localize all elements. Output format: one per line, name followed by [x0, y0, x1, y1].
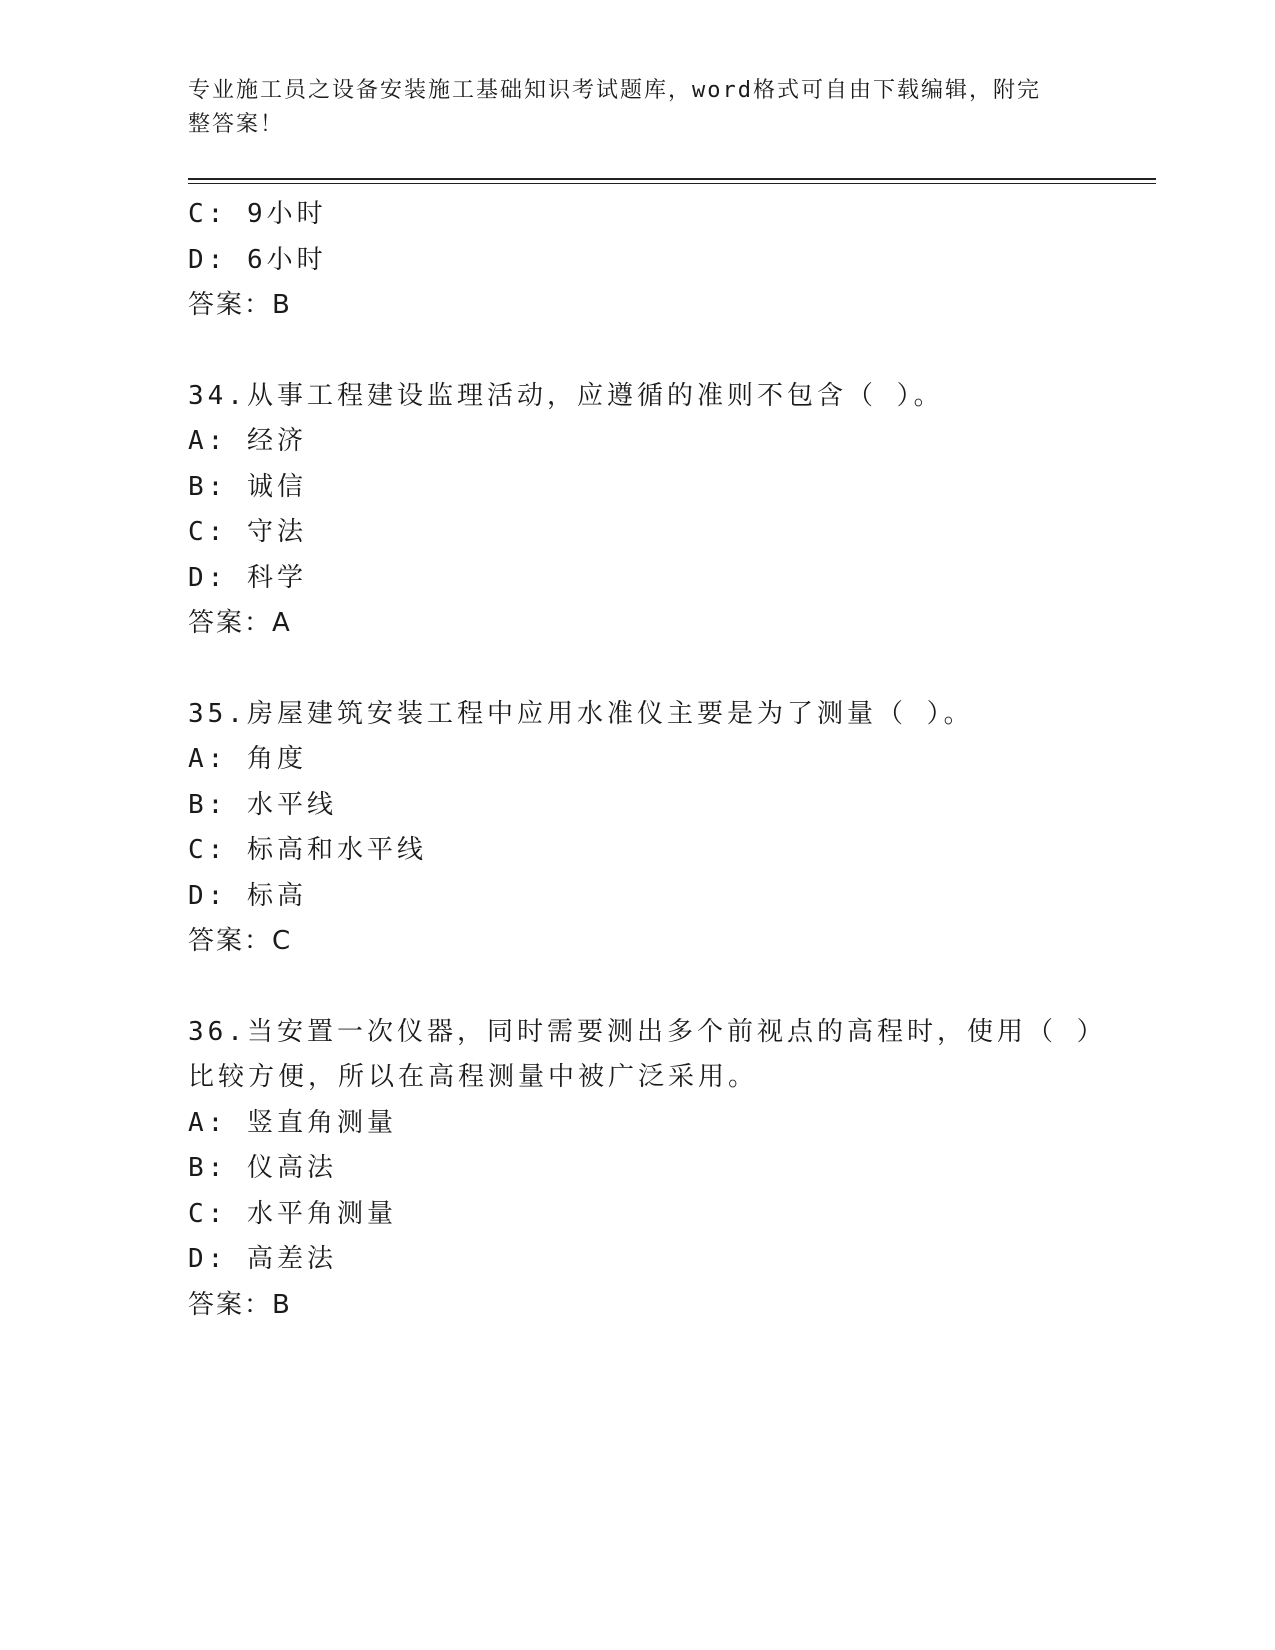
- option-d: D: 6小时: [188, 244, 327, 275]
- answer-line: 答案：B: [188, 1289, 292, 1320]
- header-line-2: 整答案！: [188, 112, 285, 137]
- question-stem: 35.房屋建筑安装工程中应用水准仪主要是为了测量（ ）。: [188, 698, 974, 729]
- option-c: C: 9小时: [188, 199, 327, 229]
- answer-line: 答案：A: [188, 608, 292, 638]
- question-stem-line-2: 比较方便，所以在高程测量中被广泛采用。: [188, 1062, 759, 1092]
- question-stem: 34.从事工程建设监理活动，应遵循的准则不包含（ ）。: [188, 380, 944, 411]
- option-a: A: 经济: [188, 426, 307, 456]
- spacer: [188, 329, 1088, 374]
- header-divider-thick: [188, 178, 1156, 180]
- question-block-36: [188, 1010, 1107, 1329]
- spacer: [188, 647, 1088, 692]
- question-block-34: [188, 374, 1088, 647]
- option-d: D: 高差法: [188, 1244, 337, 1274]
- option-b: B: 仪高法: [188, 1153, 337, 1183]
- page-header: [188, 74, 1068, 142]
- option-c: C: 水平角测量: [188, 1198, 397, 1229]
- option-a: A: 竖直角测量: [188, 1107, 397, 1138]
- option-c: C: 守法: [188, 517, 307, 547]
- option-d: D: 标高: [188, 880, 307, 911]
- option-a: A: 角度: [188, 744, 307, 774]
- header-divider-thin: [188, 183, 1156, 184]
- answer-line: 答案：B: [188, 290, 292, 320]
- question-list: [188, 192, 1107, 1328]
- option-c: C: 标高和水平线: [188, 835, 427, 865]
- spacer: [188, 965, 1088, 1010]
- header-line-1: 专业施工员之设备安装施工基础知识考试题库，word格式可自由下载编辑，附完: [188, 78, 1041, 103]
- question-block-35: [188, 692, 1088, 965]
- option-d: D: 科学: [188, 562, 307, 593]
- answer-line: 答案：C: [188, 926, 293, 956]
- option-b: B: 水平线: [188, 789, 337, 820]
- question-stem-line-1: 36.当安置一次仪器，同时需要测出多个前视点的高程时，使用（ ）: [188, 1016, 1107, 1047]
- option-b: B: 诚信: [188, 471, 307, 502]
